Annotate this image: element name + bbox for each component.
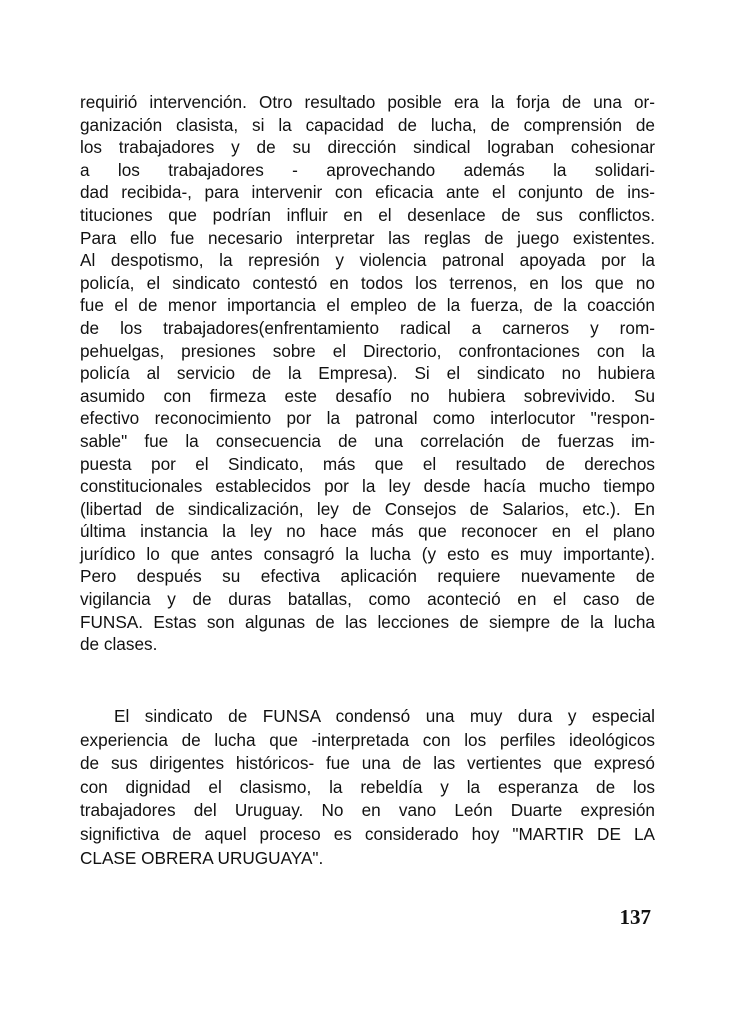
text-line: tituciones que podrían influir en el desenlace de sus conflictos. [80,204,655,225]
paragraph-1 [80,91,655,656]
text-line: experiencia de lucha que -interpretada con los perfiles ideológicos [80,729,655,750]
text-line: Al despotismo, la represión y violencia patronal apoyada por la [80,250,655,271]
text-line: (libertad de sindicalización, ley de Consejos de Salarios, etc.). En [80,498,655,519]
text-line: constitucionales establecidos por la ley desde hacía mucho tiempo [80,476,655,497]
page-number: 137 [619,905,651,929]
text-line: trabajadores del Uruguay. No en vano León Duarte expresión [80,800,655,821]
text-line: CLASE OBRERA URUGUAYA". [80,847,324,868]
text-line: los trabajadores y de su dirección sindical lograban cohesionar [80,137,655,158]
text-line: jurídico lo que antes consagró la lucha (y esto es muy importante). [80,543,655,564]
text-line: puesta por el Sindicato, más que el resultado de derechos [80,453,655,474]
text-line: Para ello fue necesario interpretar las reglas de juego existentes. [80,227,655,248]
text-line: última instancia la ley no hace más que reconocer en el plano [80,521,655,542]
paragraph-2 [80,705,655,870]
text-line: de los trabajadores(enfrentamiento radical a carneros y rom- [80,317,655,338]
text-line: de sus dirigentes históricos- fue una de las vertientes que expresó [80,753,655,774]
text-line: policía al servicio de la Empresa). Si el sindicato no hubiera [80,363,655,384]
text-line: pehuelgas, presiones sobre el Directorio, confrontaciones con la [80,340,655,361]
text-line: asumido con firmeza este desafío no hubiera sobrevivido. Su [80,385,655,406]
text-line: significtiva de aquel proceso es considerado hoy "MARTIR DE LA [80,823,655,844]
text-line: ganización clasista, si la capacidad de lucha, de comprensión de [80,114,655,135]
text-line: fue el de menor importancia el empleo de la fuerza, de la coacción [80,295,655,316]
text-line: requirió intervención. Otro resultado posible era la forja de una or- [80,92,655,112]
text-line: Pero después su efectiva aplicación requiere nuevamente de [80,566,655,587]
text-line: policía, el sindicato contestó en todos los terrenos, en los que no [80,272,655,293]
text-line: de clases. [80,634,158,655]
text-line: dad recibida-, para intervenir con eficacia ante el conjunto de ins- [80,182,655,203]
text-line: a los trabajadores - aprovechando además la solidari- [80,159,655,180]
text-line: con dignidad el clasismo, la rebeldía y la esperanza de los [80,776,655,797]
text-line: FUNSA. Estas son algunas de las lecciones de siempre de la lucha [80,611,655,632]
text-line: vigilancia y de duras batallas, como aconteció en el caso de [80,589,655,610]
text-line: El sindicato de FUNSA condensó una muy dura y especial [114,706,655,726]
text-line: efectivo reconocimiento por la patronal como interlocutor "respon- [80,408,655,429]
text-line: sable" fue la consecuencia de una correlación de fuerzas im- [80,430,655,451]
